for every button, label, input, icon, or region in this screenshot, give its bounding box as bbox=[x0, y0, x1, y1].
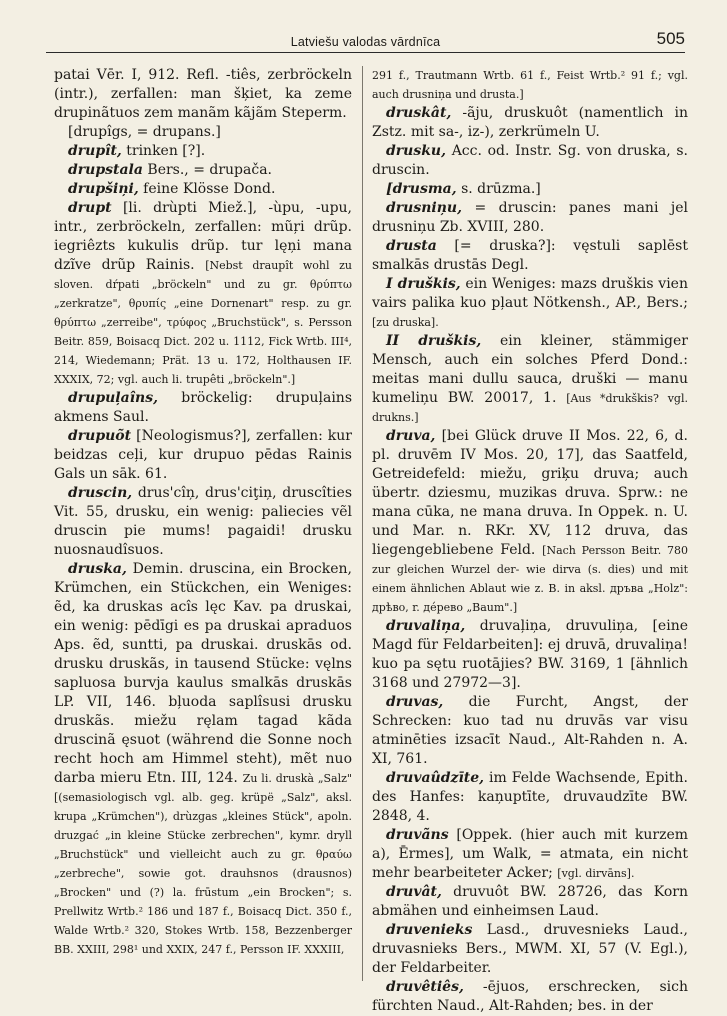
dictionary-entry bbox=[372, 978, 688, 1016]
dictionary-entry bbox=[372, 826, 688, 883]
entry-text: patai Vēr. I, 912. Refl. -tiês, zerbröckeln (intr.), zerfallen: man šķiet, ka zeme drupinãtuos zem manãm kãjãm Steperm. bbox=[54, 67, 352, 121]
dictionary-entry bbox=[372, 617, 688, 693]
dictionary-entry bbox=[372, 921, 688, 978]
headword: [drusma, bbox=[386, 181, 457, 197]
running-title: Latviešu valodas vārdnīca bbox=[290, 35, 441, 49]
page-header bbox=[46, 30, 685, 53]
dictionary-entry bbox=[54, 66, 352, 123]
column-divider bbox=[362, 66, 363, 981]
entry-text: Lasd., druvesnieks Laud., druvasnieks Bers., MWM. XI, 57 (V. Egl.), der Feldarbeiter. bbox=[372, 922, 688, 976]
entry-text: druvaļiņa, druvuliņa, [eine Magd für Feldarbeiten]: ej druvā, druvaliņa! kuo pa sętu ruotājies? BW. 3169, 1 [ähnlich 3168 und 27972—3]. bbox=[372, 618, 688, 691]
headword: druvaûdzīte, bbox=[386, 770, 485, 786]
etymology-note: Zu li. druskà „Salz" [(semasiologisch vgl. alb. geg. krüpë „Salz", aksl. krupa „Krümchen"), drùzgas „kleines Stück", apoln. druzgać „in kleine Stücke zerbrechen", kymr. dryll „Bruchstück" und vielleicht auch zu gr. θραύω „zerbreche", sowie got. drauhsnos (drausnos) „Brocken" und (?) la. frūstum „ein Brocken"; s. Prellwitz Wrtb.² 186 und 187 f., Boisacq Dict. 350 f., Walde Wrtb.² 320, Stokes Wrtb. 158, Bezzenberger BB. XXIII, 298¹ und XXIX, 247 f., Persson IF. XXXIII, bbox=[54, 772, 352, 956]
dictionary-entry bbox=[54, 427, 352, 484]
headword: druvas, bbox=[386, 694, 444, 710]
headword: druvât, bbox=[386, 884, 442, 900]
left-column bbox=[54, 66, 352, 981]
dictionary-entry bbox=[54, 199, 352, 389]
dictionary-entry bbox=[54, 560, 352, 959]
headword: drusniņu, bbox=[386, 200, 462, 216]
headword: druska, bbox=[68, 561, 127, 577]
headword: drusku, bbox=[386, 143, 446, 159]
entry-text: -ējuos, erschrecken, sich fürchten Naud., Alt-Rahden; bes. in der bbox=[372, 979, 688, 1014]
dictionary-entry bbox=[372, 275, 688, 332]
etymology-note: 291 f., Trautmann Wrtb. 61 f., Feist Wrtb.² 91 f.; vgl. auch drusniņa und drusta.] bbox=[372, 69, 688, 101]
dictionary-entry bbox=[372, 769, 688, 826]
entry-text: bröckelig: drupuļains akmens Saul. bbox=[54, 390, 352, 425]
dictionary-entry bbox=[372, 693, 688, 769]
dictionary-entry bbox=[372, 66, 688, 104]
headword: drupšiņi, bbox=[68, 181, 139, 197]
dictionary-entry bbox=[372, 104, 688, 142]
entry-text: s. drūzma.] bbox=[461, 181, 541, 197]
page-number: 505 bbox=[656, 29, 685, 48]
entry-text: [Neologismus?], zerfallen: kur beidzas ceļi, kur drupuo pēdas Rainis Gals un sāk. 61. bbox=[54, 428, 352, 482]
headword: druva, bbox=[386, 428, 436, 444]
dictionary-entry bbox=[372, 142, 688, 180]
entry-text: druvuôt BW. 28726, das Korn abmähen und einheimsen Laud. bbox=[372, 884, 688, 919]
headword: drupstala bbox=[68, 162, 143, 178]
etymology-note: [Aus *drukškis? vgl. drukns.] bbox=[372, 392, 688, 424]
entry-text: [= druska?]: vęstuli saplēst smalkās drustās Degl. bbox=[372, 238, 688, 273]
dictionary-entry bbox=[372, 180, 688, 199]
entry-text: drus'cîņ, drus'ciţiņ, druscîties Vit. 55, drusku, ein wenig: paliecies vẽl druscin pie mums! pagaidi! drusku nuosnaudîsuos. bbox=[54, 485, 353, 558]
dictionary-entry bbox=[372, 199, 688, 237]
dictionary-entry bbox=[54, 142, 352, 161]
headword: drupuõt bbox=[68, 428, 132, 444]
headword: drupt bbox=[68, 200, 112, 216]
entry-text: Demin. druscina, ein Brocken, Krümchen, ein Stückchen, ein Weniges: ẽd, ka druskas acîs lęc Kav. pa druskai, ein wenig: pēdīgi es pa druskai apraduos Aps. ẽd, suntti, pa druskai. druskās od. drusku druskãs, in tausend Stücke: vęlns sapluosa burvja kaulus smalkās druskās LP. VII, 146. bļuoda saplîsusi drusku druskãs. miežu ręlam tagad kãda druscinã ęsuot (während die Sonne noch recht hoch am Himmel steht), mẽt nuo darba mieru Etn. III, 124. bbox=[54, 561, 352, 786]
entry-text: ein kleiner, stämmiger Mensch, auch ein solches Pferd Dond.: meitas mani dullu sauca, druški — manu kumeliņu BW. 20017, 1. bbox=[372, 333, 688, 406]
headword: druvêtiês, bbox=[386, 979, 464, 995]
headword: druskât, bbox=[386, 105, 452, 121]
dictionary-entry bbox=[372, 883, 688, 921]
entry-text: = druscin: panes mani jel drusniņu Zb. XVIII, 280. bbox=[372, 200, 689, 235]
right-column bbox=[372, 66, 689, 1014]
headword: drusta bbox=[386, 238, 437, 254]
dictionary-entry bbox=[372, 427, 688, 617]
entry-text: die Furcht, Angst, der Schrecken: kuo tad nu druvās var visu atminēties izsacīt Naud., Alt-Rahden n. A. XI, 761. bbox=[372, 694, 688, 767]
etymology-note: [vgl. dirvāns]. bbox=[557, 867, 635, 880]
dictionary-entry bbox=[54, 180, 352, 199]
entry-text: im Felde Wachsende, Epith. des Hanfes: kaņuptīte, druvaudzīte BW. 2848, 4. bbox=[372, 770, 688, 824]
entry-text: [bei Glück druve II Mos. 22, 6, d. pl. druvēm IV Mos. 20, 17], das Saatfeld, Getreidefeld: miežu, griķu druva; auch übertr. dziesmu, muzikas druva. Sprw.: ne mana cūka, ne mana druva. In Oppek. n. U. und Mar. n. RKr. XV, 112 druva, das liegengebliebene Feld. bbox=[372, 428, 689, 558]
entry-text: ein Weniges: mazs druškis vien vairs palika kuo pļaut Nötkensh., AP., Bers.; bbox=[372, 276, 688, 311]
dictionary-entry bbox=[54, 484, 352, 560]
etymology-note: [Nebst draupît wohl zu sloven. dŕpati „bröckeln" und zu gr. θρύπτω „zerkratze", θρυπίς „eine Dornenart" resp. zu gr. θρύπτω „zerreibe", τρύφος „Bruchstück", s. Persson Beitr. 859, Boisacq Dict. 202 u. 1112, Fick Wrtb. III⁴, 214, Wiedemann; Prät. 13 u. 172, Holthausen IF. XXXIX, 72; vgl. auch li. trupêti „bröckeln".] bbox=[54, 259, 353, 386]
entry-text: Acc. od. Instr. Sg. von druska, s. druscin. bbox=[372, 143, 689, 178]
headword: druscin, bbox=[68, 485, 133, 501]
etymology-note: [Nach Persson Beitr. 780 zur gleichen Wurzel der- wie dirva (s. dies) und mit einem ähnlichen Ablaut wie z. B. in aksl. дръва „Holz": дрѣво, r. дéрево „Baum".] bbox=[372, 544, 689, 614]
headword: I druškis, bbox=[386, 276, 461, 292]
dictionary-entry bbox=[54, 123, 352, 142]
entry-text: [li. drùpti Miež.], -ùpu, -upu, intr., zerbröckeln, zerfallen: mũŗi drũp. iegriêzts kukulis drũp. tur lęņi mana dzĩve drũp Rainis. bbox=[54, 200, 353, 273]
headword: drupît, bbox=[68, 143, 122, 159]
entry-text: trinken [?]. bbox=[126, 143, 206, 159]
dictionary-entry bbox=[372, 332, 688, 427]
dictionary-entry bbox=[372, 237, 688, 275]
headword: II druškis, bbox=[386, 333, 482, 349]
etymology-note: [zu druska]. bbox=[372, 316, 439, 329]
dictionary-entry bbox=[54, 389, 352, 427]
entry-text: -ãju, druskuôt (namentlich in Zstz. mit sa-, iz-), zerkrümeln U. bbox=[372, 105, 689, 140]
headword: druvenieks bbox=[386, 922, 473, 938]
headword: druvaliņa, bbox=[386, 618, 466, 634]
entry-text: feine Klösse Dond. bbox=[143, 181, 276, 197]
entry-text: [Oppek. (hier auch mit kurzem a), Ērmes], um Walk, = atmata, ein nicht mehr bearbeiteter Acker; bbox=[372, 827, 689, 881]
headword: druvãns bbox=[386, 827, 449, 843]
headword: drupuļaîns, bbox=[68, 390, 158, 406]
dictionary-entry bbox=[54, 161, 352, 180]
entry-text: [drupîgs, = drupans.] bbox=[68, 124, 221, 140]
entry-text: Bers., = drupača. bbox=[147, 162, 273, 178]
